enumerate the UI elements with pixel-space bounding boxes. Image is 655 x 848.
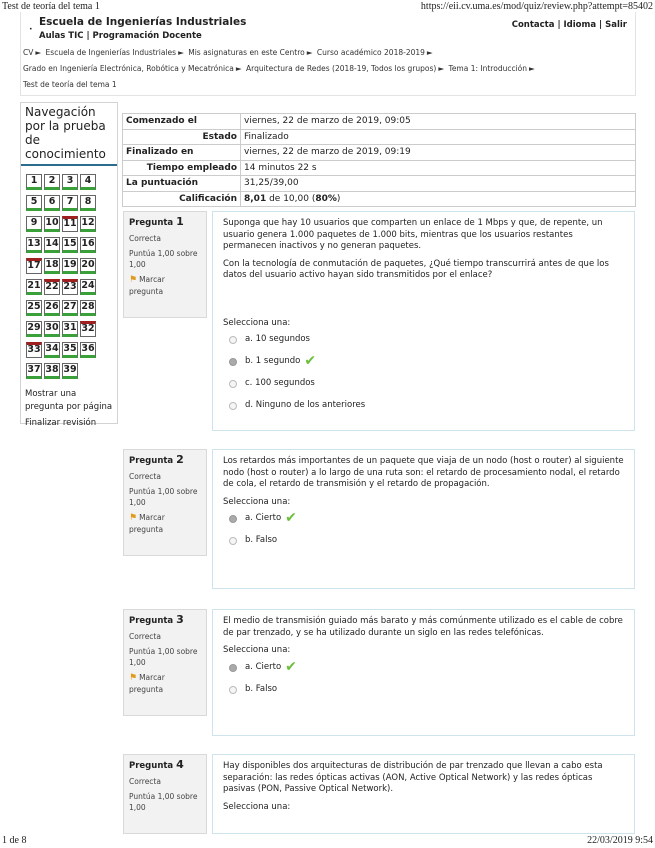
- question-nav-button[interactable]: 18: [44, 258, 60, 274]
- question-score: Puntúa 1,00 sobre 1,00: [129, 249, 198, 269]
- print-title: Test de teoría del tema 1: [2, 1, 100, 12]
- question-score: Puntúa 1,00 sobre 1,00: [129, 487, 198, 507]
- question-nav-button[interactable]: 7: [62, 195, 78, 211]
- finish-review-link[interactable]: Finalizar revisión: [25, 418, 97, 428]
- question-content: [212, 609, 635, 736]
- question-content: [212, 754, 635, 834]
- school-name[interactable]: Escuela de Ingenierías Industriales: [39, 16, 247, 28]
- question-nav-button[interactable]: 38: [44, 363, 60, 379]
- question-status: Correcta: [129, 632, 161, 641]
- question-nav-button[interactable]: 28: [80, 300, 96, 316]
- question-score: Puntúa 1,00 sobre 1,00: [129, 792, 198, 812]
- question-nav-button[interactable]: 31: [62, 321, 78, 337]
- answer-option[interactable]: a. Cierto ✔: [223, 657, 624, 679]
- question-nav-button[interactable]: 14: [44, 237, 60, 253]
- question-nav-button[interactable]: 27: [62, 300, 78, 316]
- chevron-right-icon: ►: [426, 48, 433, 57]
- site-header: [20, 12, 636, 96]
- show-one-page-link[interactable]: Mostrar una pregunta por página: [25, 389, 113, 412]
- question-text: Hay disponibles dos arquitecturas de distribución de par trenzado que llevan a cabo esta separación: las redes ópticas activas (AON, Active Optical Network) y las redes ópticas pasivas (PON, Passive Optical Network).: [223, 761, 603, 794]
- question-nav-button[interactable]: 21: [26, 279, 42, 295]
- answer-option[interactable]: a. 10 segundos: [223, 329, 624, 351]
- question-nav-button[interactable]: 10: [44, 216, 60, 232]
- question-score: Puntúa 1,00 sobre 1,00: [129, 647, 198, 667]
- select-one-label: Selecciona una:: [223, 801, 291, 812]
- chevron-right-icon: ►: [306, 48, 313, 57]
- flag-icon: ⚑: [129, 275, 138, 285]
- question-nav-button[interactable]: 37: [26, 363, 42, 379]
- flag-question[interactable]: ⚑ Marcar pregunta: [129, 513, 165, 534]
- question-nav-button[interactable]: 13: [26, 237, 42, 253]
- sub-header[interactable]: Aulas TIC | Programación Docente: [39, 31, 202, 41]
- question-nav-button[interactable]: 3: [62, 174, 78, 190]
- question-number: Pregunta 3: [129, 613, 184, 626]
- question-grid: [21, 166, 117, 379]
- question-nav-button[interactable]: 32: [80, 321, 96, 337]
- chevron-right-icon: ►: [438, 64, 445, 73]
- question-nav-button[interactable]: 19: [62, 258, 78, 274]
- question-info: [123, 449, 207, 556]
- radio-button[interactable]: [229, 664, 237, 672]
- question-nav-button[interactable]: 20: [80, 258, 96, 274]
- breadcrumb-item[interactable]: CV: [23, 48, 34, 57]
- question-nav-button[interactable]: 39: [62, 363, 78, 379]
- question-nav-button[interactable]: 33: [26, 342, 42, 358]
- print-url: https://eii.cv.uma.es/mod/quiz/review.php?attempt=85402: [420, 1, 653, 12]
- logo-icon: •: [29, 26, 33, 33]
- check-icon: ✔: [285, 510, 297, 527]
- answer-option[interactable]: d. Ninguno de los anteriores: [223, 395, 624, 417]
- question-text: Con la tecnología de conmutación de paquetes, ¿Qué tiempo transcurrirá antes de que los datos del usuario activo hayan sido transmitidos por el enlace?: [223, 258, 609, 280]
- question-nav-button[interactable]: 15: [62, 237, 78, 253]
- question-status: Correcta: [129, 777, 161, 786]
- question-nav-button[interactable]: 12: [80, 216, 96, 232]
- breadcrumb-item[interactable]: Arquitectura de Redes (2018-19, Todos los grupos): [246, 64, 437, 73]
- print-footer: [0, 834, 655, 848]
- points-value: 31,25/39,00: [241, 176, 636, 192]
- question-nav-button[interactable]: 36: [80, 342, 96, 358]
- question-nav-button[interactable]: 17: [26, 258, 42, 274]
- check-icon: ✔: [285, 658, 297, 675]
- question-nav-button[interactable]: 24: [80, 279, 96, 295]
- question-content: [212, 211, 635, 431]
- question-nav-button[interactable]: 16: [80, 237, 96, 253]
- question-nav-button[interactable]: 1: [26, 174, 42, 190]
- started-value: viernes, 22 de marzo de 2019, 09:05: [241, 114, 636, 130]
- question-nav-button[interactable]: 2: [44, 174, 60, 190]
- question-status: Correcta: [129, 472, 161, 481]
- question-nav-button[interactable]: 22: [44, 279, 60, 295]
- flag-question[interactable]: ⚑ Marcar pregunta: [129, 275, 165, 296]
- answer-option[interactable]: b. Falso: [223, 530, 624, 552]
- radio-button[interactable]: [229, 380, 237, 388]
- radio-button[interactable]: [229, 336, 237, 344]
- question-nav-button[interactable]: 4: [80, 174, 96, 190]
- attempt-summary: [122, 113, 636, 207]
- radio-button[interactable]: [229, 686, 237, 694]
- finished-label: Finalizado en: [123, 145, 241, 161]
- radio-button[interactable]: [229, 402, 237, 410]
- question-nav-button[interactable]: 11: [62, 216, 78, 232]
- state-label: Estado: [123, 129, 241, 145]
- select-one-label: Selecciona una:: [223, 317, 291, 328]
- breadcrumb-item[interactable]: Tema 1: Introducción: [448, 64, 528, 73]
- breadcrumb-item[interactable]: Escuela de Ingenierías Industriales: [45, 48, 177, 57]
- radio-button[interactable]: [229, 515, 237, 523]
- question-number: Pregunta 4: [129, 758, 184, 771]
- chevron-right-icon: ►: [529, 64, 535, 73]
- question-text: Suponga que hay 10 usuarios que comparten un enlace de 1 Mbps y que, de repente, un usuario genera 1.000 paquetes de 1.000 bits, mientras que los usuarios restantes permanecen inactivos y no generan paquetes.: [223, 218, 603, 251]
- chevron-right-icon: ►: [35, 48, 42, 57]
- question-nav-button[interactable]: 29: [26, 321, 42, 337]
- grade-value: 8,01 de 10,00 (80%): [241, 191, 636, 207]
- radio-button[interactable]: [229, 358, 237, 366]
- chevron-right-icon: ►: [178, 48, 184, 57]
- radio-button[interactable]: [229, 537, 237, 545]
- question-nav-button[interactable]: 8: [80, 195, 96, 211]
- print-page: 1 de 8: [2, 835, 27, 846]
- question-nav-button[interactable]: 5: [26, 195, 42, 211]
- breadcrumb-item[interactable]: Mis asignaturas en este Centro: [188, 48, 305, 57]
- question-content: [212, 449, 635, 589]
- question-info: [123, 211, 207, 318]
- grade-label: Calificación: [123, 191, 241, 207]
- points-label: La puntuación: [123, 176, 241, 192]
- question-nav-button[interactable]: 25: [26, 300, 42, 316]
- answer-option[interactable]: a. Cierto ✔: [223, 508, 624, 530]
- question-number: Pregunta 2: [129, 453, 184, 466]
- select-one-label: Selecciona una:: [223, 645, 291, 655]
- answer-option[interactable]: c. 100 segundos: [223, 373, 624, 395]
- breadcrumb-item[interactable]: Curso académico 2018-2019: [316, 48, 425, 57]
- finished-value: viernes, 22 de marzo de 2019, 09:19: [241, 145, 636, 161]
- flag-icon: ⚑: [129, 513, 138, 523]
- select-one-label: Selecciona una:: [223, 496, 291, 507]
- breadcrumb-item[interactable]: Grado en Ingeniería Electrónica, Robótica y Mecatrónica: [23, 64, 234, 73]
- question-nav-button[interactable]: 30: [44, 321, 60, 337]
- answer-option[interactable]: b. Falso: [223, 679, 624, 701]
- question-nav-button[interactable]: 6: [44, 195, 60, 211]
- breadcrumb-item[interactable]: Test de teoría del tema 1: [23, 80, 117, 89]
- time-value: 14 minutos 22 s: [241, 160, 636, 176]
- breadcrumb: [23, 45, 635, 93]
- question-nav-button[interactable]: 23: [62, 279, 78, 295]
- question-nav-button[interactable]: 9: [26, 216, 42, 232]
- quiz-navigation: [20, 102, 118, 428]
- question-number: Pregunta 1: [129, 215, 184, 228]
- question-text: El medio de transmisión guiado más barato y más comúnmente utilizado es el cable de cobre de par trenzado, y se ha utilizado durante un siglo en las redes telefónicas.: [223, 616, 623, 638]
- flag-icon: ⚑: [129, 673, 138, 683]
- question-nav-button[interactable]: 26: [44, 300, 60, 316]
- question-status: Correcta: [129, 234, 161, 243]
- time-label: Tiempo empleado: [123, 160, 241, 176]
- answer-option[interactable]: b. 1 segundo ✔: [223, 351, 624, 373]
- top-links[interactable]: Contacta | Idioma | Salir: [511, 20, 627, 30]
- question-info: [123, 754, 207, 834]
- print-datetime: 22/03/2019 9:54: [587, 835, 653, 846]
- question-nav-button[interactable]: 35: [62, 342, 78, 358]
- state-value: Finalizado: [241, 129, 636, 145]
- flag-question[interactable]: ⚑ Marcar pregunta: [129, 673, 165, 694]
- check-icon: ✔: [304, 353, 317, 370]
- question-info: [123, 609, 207, 716]
- nav-title: Navegación por la prueba de conocimiento: [21, 103, 117, 166]
- question-nav-button[interactable]: 34: [44, 342, 60, 358]
- started-label: Comenzado el: [123, 114, 241, 130]
- chevron-right-icon: ►: [235, 64, 242, 73]
- question-text: Los retardos más importantes de un paquete que viaja de un nodo (host o router) al siguiente nodo (host o router) a lo largo de una ruta son: el retardo de procesamiento nodal, el retardo de cola, el retardo de transmisión y el retardo de propagación.: [223, 456, 624, 489]
